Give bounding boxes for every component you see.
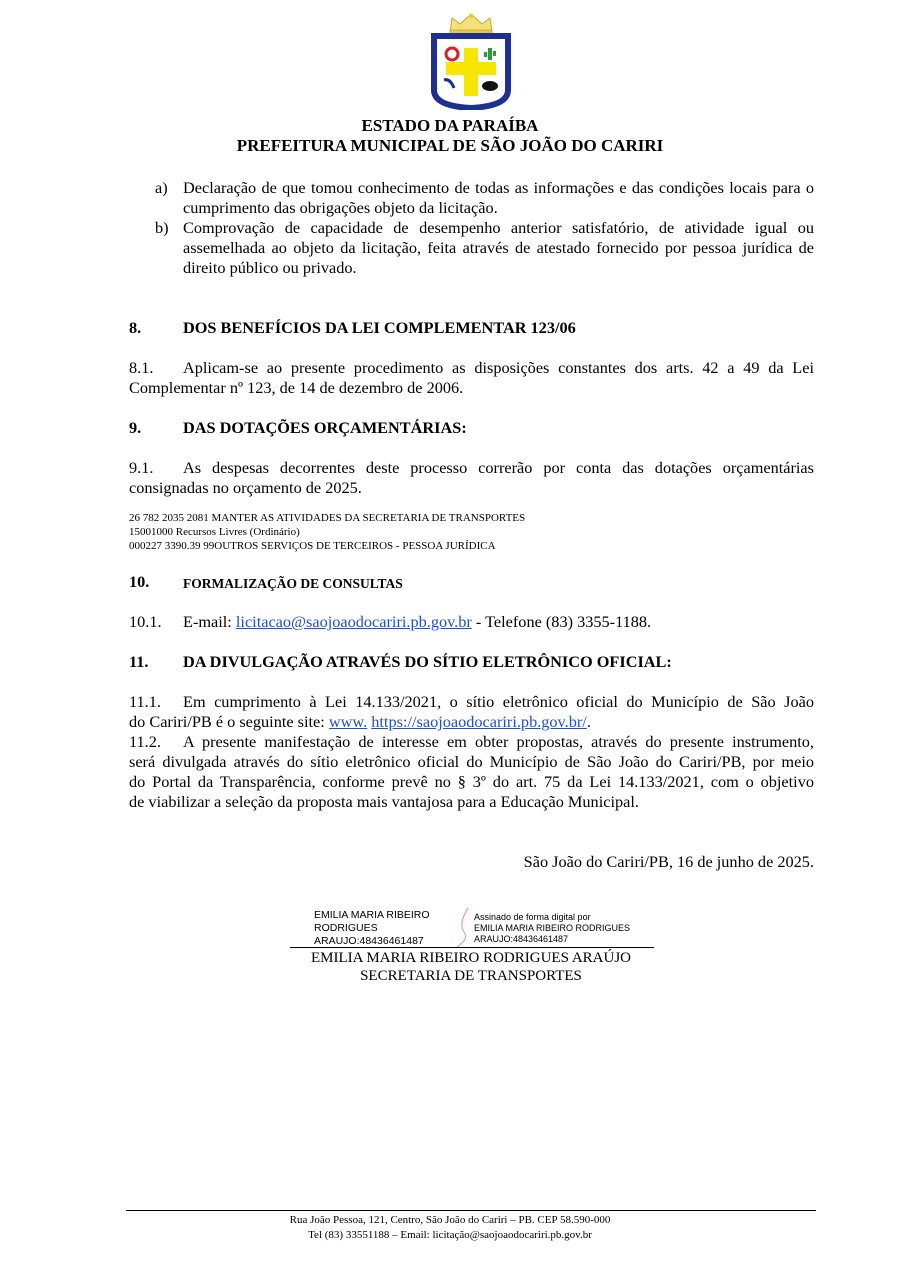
list-item: Comprovação de capacidade de desempenho anterior satisfatório, de atividade igual ou assemelhada ao objeto da licitação, feita através de atestado fornecido por pessoa jurídica de direito público ou privado. bbox=[183, 218, 814, 277]
budget-line: 15001000 Recursos Livres (Ordinário) bbox=[129, 526, 300, 538]
footer-address: Rua João Pessoa, 121, Centro, São João do Cariri – PB. CEP 58.590-000 bbox=[289, 1214, 611, 1226]
header-municipality: PREFEITURA MUNICIPAL DE SÃO JOÃO DO CARIRI bbox=[236, 136, 664, 155]
stamp-left-line: RODRIGUES bbox=[314, 922, 378, 934]
svg-text:★: ★ bbox=[498, 39, 506, 48]
list-item-mark: b) bbox=[155, 218, 169, 237]
paragraph-text: do Portal da Transparência, conforme prevê no § 3º do art. 75 da Lei 14.133/2021, com o objetivo bbox=[129, 772, 814, 791]
email-prefix: E-mail: bbox=[183, 612, 232, 631]
header-state: ESTADO DA PARAÍBA bbox=[361, 116, 539, 135]
section-number: 9. bbox=[129, 418, 142, 437]
section-title: DA DIVULGAÇÃO ATRAVÉS DO SÍTIO ELETRÔNICO OFICIAL: bbox=[183, 652, 672, 671]
list-item-mark: a) bbox=[155, 178, 168, 197]
stamp-right-line: Assinado de forma digital por bbox=[474, 912, 591, 922]
contact-line bbox=[183, 612, 651, 632]
paragraph-text: consignadas no orçamento de 2025. bbox=[129, 478, 362, 497]
paragraph-label: 8.1. bbox=[129, 358, 154, 377]
section-title: DOS BENEFÍCIOS DA LEI COMPLEMENTAR 123/06 bbox=[183, 318, 576, 337]
section-number: 11. bbox=[129, 652, 149, 671]
svg-text:★: ★ bbox=[438, 39, 446, 48]
list-item: Declaração de que tomou conhecimento de todas as informações e das condições locais para o cumprimento das obrigações objeto da licitação. bbox=[183, 178, 814, 217]
stamp-right-line: EMILIA MARIA RIBEIRO RODRIGUES bbox=[474, 923, 631, 933]
paragraph-text: Aplicam-se ao presente procedimento as disposições constantes dos arts. 42 a 49 da Lei bbox=[183, 358, 814, 377]
site-line bbox=[129, 712, 591, 732]
paragraph-text: de viabilizar a seleção da proposta mais vantajosa para a Educação Municipal. bbox=[129, 792, 639, 811]
site-link-www[interactable]: www. bbox=[328, 712, 368, 731]
paragraph-text: Complementar nº 123, de 14 de dezembro de 2006. bbox=[129, 378, 464, 397]
site-prefix: do Cariri/PB é o seguinte site: bbox=[129, 712, 325, 731]
date-line: São João do Cariri/PB, 16 de junho de 2025. bbox=[523, 852, 814, 871]
paragraph-text: A presente manifestação de interesse em obter propostas, através do presente instrumento, bbox=[183, 732, 814, 751]
signer-name: EMILIA MARIA RIBEIRO RODRIGUES ARAÚJO bbox=[310, 950, 632, 966]
signer-role: SECRETARIA DE TRANSPORTES bbox=[360, 968, 582, 984]
phone-text: - Telefone (83) 3355-1188. bbox=[475, 612, 652, 631]
paragraph-label: 11.1. bbox=[129, 692, 161, 711]
signature-stamp-right bbox=[474, 912, 630, 945]
paragraph-text: As despesas decorrentes deste processo correrão por conta das dotações orçamentárias bbox=[183, 458, 814, 477]
budget-line: 26 782 2035 2081 MANTER AS ATIVIDADES DA SECRETARIA DE TRANSPORTES bbox=[129, 512, 526, 524]
signature-stamp-left bbox=[314, 909, 430, 948]
paragraph-label: 9.1. bbox=[129, 458, 154, 477]
stamp-left-line: EMILIA MARIA RIBEIRO bbox=[314, 909, 430, 921]
budget-line: 000227 3390.39 99OUTROS SERVIÇOS DE TERCEIROS - PESSOA JURÍDICA bbox=[129, 540, 496, 552]
paragraph-text: Em cumprimento à Lei 14.133/2021, o sítio eletrônico oficial do Município de São João bbox=[183, 692, 814, 711]
site-end: . bbox=[586, 712, 591, 731]
section-number: 8. bbox=[129, 318, 142, 337]
paragraph-label: 11.2. bbox=[129, 732, 161, 751]
stamp-right-line: ARAUJO:48436461487 bbox=[474, 934, 569, 944]
footer-divider bbox=[126, 1210, 816, 1211]
stamp-left-line: ARAUJO:48436461487 bbox=[314, 935, 424, 947]
section-title: FORMALIZAÇÃO DE CONSULTAS bbox=[183, 576, 403, 591]
paragraph-text: será divulgada através do sítio eletrônico oficial do Município de São João do Cariri/PB, por meio bbox=[129, 752, 814, 771]
section-title: DAS DOTAÇÕES ORÇAMENTÁRIAS: bbox=[183, 418, 467, 437]
section-number: 10. bbox=[129, 572, 150, 591]
signature-line bbox=[290, 947, 654, 948]
site-link-url[interactable]: https://saojoaodocariri.pb.gov.br/ bbox=[371, 712, 587, 731]
email-link[interactable]: licitacao@saojoaodocariri.pb.gov.br bbox=[235, 612, 472, 631]
paragraph-label: 10.1. bbox=[129, 612, 162, 631]
municipal-crest-logo bbox=[428, 10, 514, 110]
footer-contact: Tel (83) 33551188 – Email: licitação@saojoaodocariri.pb.gov.br bbox=[308, 1229, 592, 1241]
